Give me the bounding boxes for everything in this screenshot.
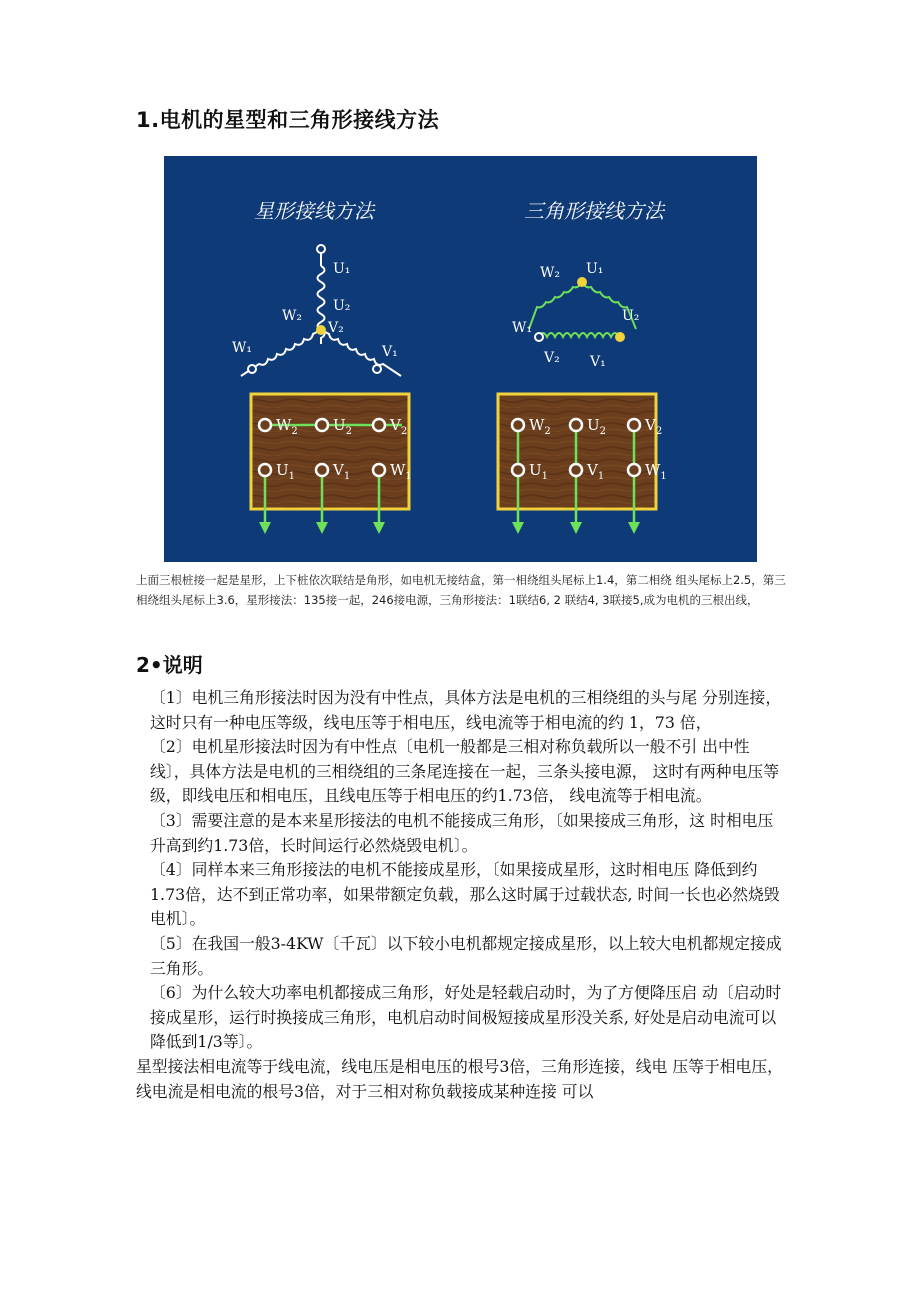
wiring-diagram [164, 156, 757, 562]
section-2-title: 2•说明 [136, 653, 203, 677]
terminal-label: $U_2$ [333, 416, 353, 437]
body-text [136, 686, 788, 1104]
paragraph-5: 〔5〕在我国一般3-4KW〔千瓦〕以下较小电机都规定接成星形，以上较大电机都规定接成三角形。 [150, 933, 782, 978]
svg-text:U₂: U₂ [333, 298, 351, 314]
terminal-post [316, 464, 328, 476]
svg-text:W₁: W₁ [512, 320, 533, 336]
svg-text:W₂: W₂ [282, 308, 303, 324]
svg-text:W₂: W₂ [540, 265, 561, 281]
paragraph-7: 星型接法相电流等于线电流，线电压是相电压的根号3倍，三角形连接，线电 压等于相电压，线电流是相电流的根号3倍，对于三相对称负载接成某种连接 可以 [136, 1056, 783, 1101]
terminal-post [512, 419, 524, 431]
svg-text:U₁: U₁ [586, 261, 604, 277]
terminal-label: $W_1$ [645, 461, 667, 482]
delta-method-title: 三角形接线方法 [524, 199, 664, 223]
star-method-title: 星形接线方法 [254, 199, 374, 223]
terminal-label: $V_2$ [645, 416, 663, 437]
paragraph-3: 〔3〕需要注意的是本来星形接法的电机不能接成三角形，〔如果接成三角形，这 时相电压升高到约1.73倍，长时间运行必然烧毁电机〕。 [150, 810, 774, 855]
terminal-label: $V_1$ [587, 461, 605, 482]
svg-text:V₂: V₂ [544, 350, 560, 366]
terminal-label: $W_2$ [529, 416, 551, 437]
svg-text:V₂: V₂ [328, 320, 344, 336]
terminal-post [259, 419, 271, 431]
svg-text:W₁: W₁ [232, 340, 253, 356]
paragraph-2: 〔2〕电机星形接法时因为有中性点〔电机一般都是三相对称负载所以一般不引 出中性线〕，具体方法是电机的三相绕组的三条尾连接在一起，三条头接电源， 这时有两种电压等级，即线电压和相电压，且线电压等于相电压的约1.73倍， 线电流等于相电流。 [150, 737, 779, 806]
terminal-label: $U_2$ [587, 416, 607, 437]
svg-text:V₁: V₁ [382, 344, 398, 360]
wiring-diagram-figure [164, 156, 757, 562]
terminal-label: $V_1$ [333, 461, 351, 482]
terminal-post [259, 464, 271, 476]
paragraph-6: 〔6〕为什么较大功率电机都接成三角形，好处是轻载启动时，为了方便降压启 动〔启动时接成星形，运行时换接成三角形，电机启动时间极短接成星形没关系, 好处是启动电流可以降低到1/3等〕。 [150, 983, 782, 1052]
terminal-post [570, 419, 582, 431]
terminal-post [512, 464, 524, 476]
terminal-label: $U_1$ [276, 461, 296, 482]
terminal-label: $V_2$ [390, 416, 408, 437]
terminal-label: $W_1$ [390, 461, 412, 482]
paragraph-4: 〔4〕同样本来三角形接法的电机不能接成星形，〔如果接成星形，这时相电压 降低到约1.73倍，达不到正常功率，如果带额定负载，那么这时属于过载状态, 时间一长也必然烧毁电机〕。 [150, 860, 780, 929]
svg-text:U₂: U₂ [622, 308, 640, 324]
svg-text:U₁: U₁ [333, 261, 351, 277]
terminal-post [628, 419, 640, 431]
section-1-title: 1.电机的星型和三角形接线方法 [136, 108, 440, 132]
terminal-post [373, 464, 385, 476]
figure-caption: 上面三根桩接一起是星形，上下桩依次联结是角形，如电机无接结盒，第一相绕组头尾标上1.4，第二相绕 组头尾标上2.5，第三相绕组头尾标上3.6，星形接法：135接一起，246接电源，三角形接法：1联结6, 2 联结4, 3联接5,成为电机的三根出线， [136, 573, 786, 607]
paragraph-1: 〔1〕电机三角形接法时因为没有中性点，具体方法是电机的三相绕组的头与尾 分别连接，这时只有一种电压等级，线电压等于相电压，线电流等于相电流的约 1，73 倍， [150, 688, 782, 732]
terminal-post [570, 464, 582, 476]
terminal-post [373, 419, 385, 431]
terminal-post [628, 464, 640, 476]
terminal-label: $U_1$ [529, 461, 549, 482]
terminal-post [316, 419, 328, 431]
svg-text:V₁: V₁ [590, 354, 606, 370]
terminal-label: $W_2$ [276, 416, 298, 437]
